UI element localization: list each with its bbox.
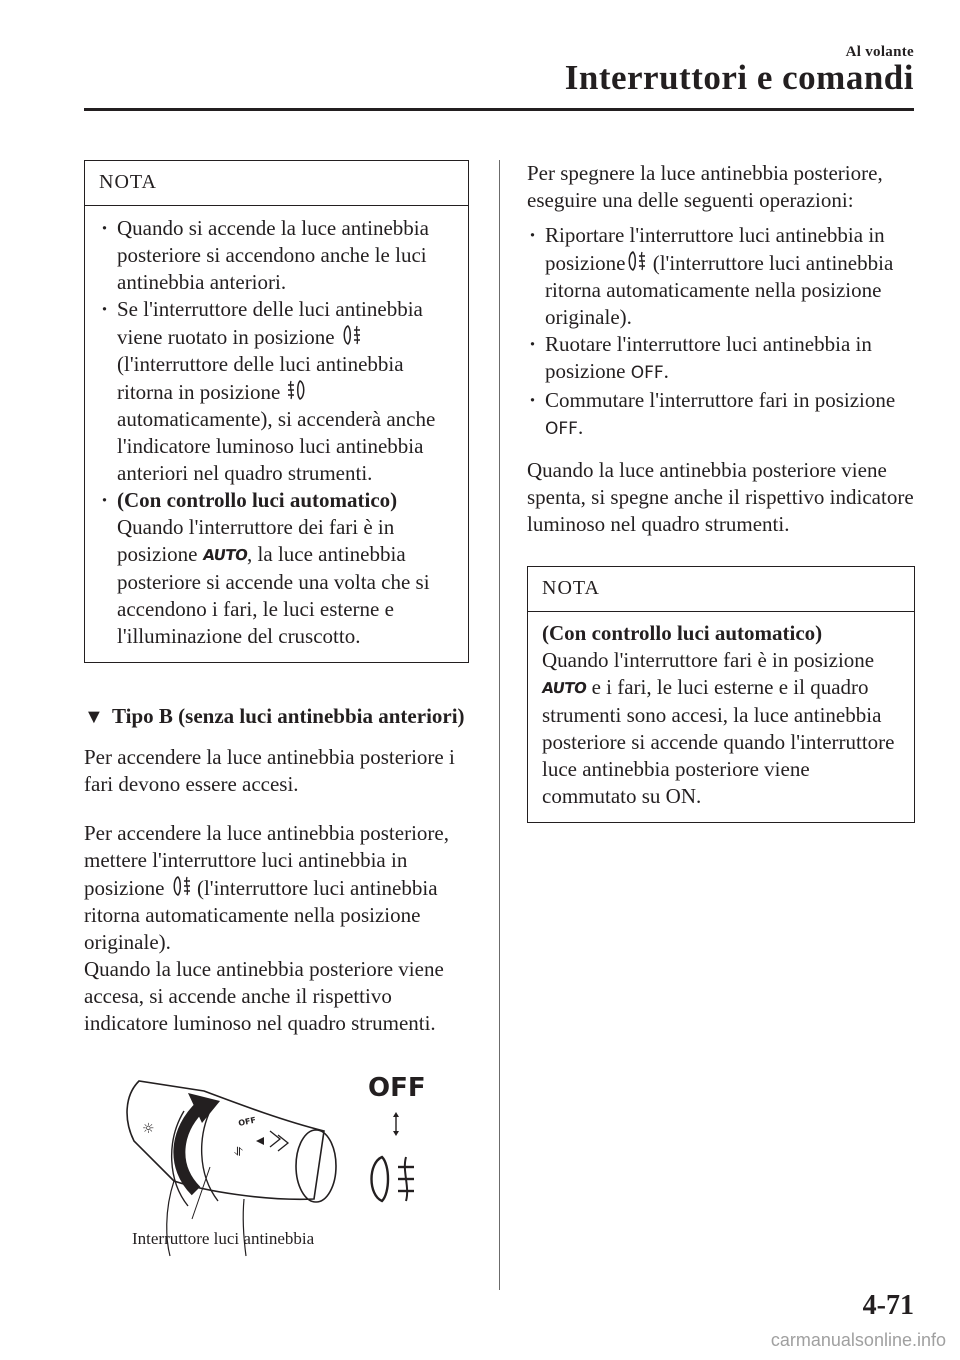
paragraph-text: Per accendere la luce antinebbia posteriore, mettere l'interruttore luci antinebbia in posizione bbox=[84, 821, 449, 900]
nota-text: (l'interruttore delle luci antinebbia ritorna in posizione bbox=[117, 352, 404, 404]
nota-bold-text: (Con controllo luci automatico) bbox=[542, 621, 823, 645]
paragraph: Quando la luce antinebbia posteriore viene accesa, si accende anche il rispettivo indicatore luminoso nel quadro strumenti. bbox=[84, 957, 444, 1035]
svg-text:☼: ☼ bbox=[142, 1121, 155, 1137]
rear-fog-icon bbox=[170, 874, 192, 898]
nota-text: Se l'interruttore delle luci antinebbia viene ruotato in posizione bbox=[117, 297, 423, 349]
nota-text-part: Quando l'interruttore fari è in posizione bbox=[542, 648, 875, 672]
page-title: Interruttori e comandi bbox=[564, 58, 914, 97]
paragraph: Per accendere la luce antinebbia posteriore i fari devono essere accesi. bbox=[84, 745, 455, 796]
header-rule bbox=[84, 108, 914, 111]
nota-item bbox=[99, 487, 456, 650]
nota-list bbox=[99, 215, 456, 650]
nota-item bbox=[99, 215, 456, 296]
figure-caption: Interruttore luci antinebbia bbox=[132, 1229, 315, 1248]
section-heading-text: Tipo B (senza luci antinebbia anteriori) bbox=[112, 704, 465, 728]
left-column bbox=[84, 160, 469, 1261]
off-symbol: OFF bbox=[545, 419, 578, 439]
list-text: Riportare l'interruttore luci antinebbia in posizione bbox=[545, 223, 885, 275]
list-item: · Ruotare l'interruttore luci antinebbia in posizione OFF. bbox=[527, 331, 915, 387]
right-column bbox=[527, 160, 915, 823]
nota-item bbox=[99, 296, 456, 487]
nota-body bbox=[85, 206, 468, 662]
paragraph: Per spegnere la luce antinebbia posteriore, eseguire una delle seguenti operazioni: bbox=[527, 161, 883, 212]
nota-text-part: e i fari, le luci esterne e il quadro strumenti sono accesi, la luce antinebbia posteriore si accende quando l'interruttore luce antinebbia posteriore viene commutato su ON. bbox=[542, 675, 895, 808]
watermark: carmanualsonline.info bbox=[770, 1330, 946, 1350]
nota-text: , la luce antinebbia posteriore si accende una volta che si accendono i fari, le luci esterne e l'illuminazione del cruscotto. bbox=[117, 542, 430, 648]
rear-fog-icon bbox=[340, 323, 362, 347]
page-number: 4-71 bbox=[862, 1290, 914, 1321]
auto-symbol: AUTO bbox=[540, 679, 588, 697]
paragraph bbox=[84, 820, 469, 956]
front-fog-icon bbox=[286, 378, 308, 402]
paragraph-text: (l'interruttore luci antinebbia ritorna automaticamente nella posizione originale). bbox=[84, 876, 438, 954]
nota-text: automaticamente), si accenderà anche l'indicatore luminoso luci antinebbia anteriori nel quadro strumenti. bbox=[117, 407, 436, 485]
nota-heading: NOTA bbox=[85, 161, 468, 206]
nota-box bbox=[84, 160, 469, 663]
nota-bold-text: (Con controllo luci automatico) bbox=[117, 488, 398, 512]
nota-heading: NOTA bbox=[528, 567, 914, 612]
nota-text: Quando l'interruttore dei fari è in posizione bbox=[117, 515, 395, 566]
switch-figure bbox=[84, 1071, 469, 1261]
list-item bbox=[527, 222, 915, 331]
nota-text: Quando si accende la luce antinebbia posteriore si accendono anche le luci antinebbia anteriori. bbox=[117, 216, 429, 294]
column-divider bbox=[499, 160, 500, 1290]
rear-fog-icon bbox=[625, 249, 647, 273]
list-text: (l'interruttore luci antinebbia ritorna automaticamente nella posizione originale). bbox=[545, 251, 894, 329]
list-item: · Commutare l'interruttore fari in posizione OFF. bbox=[527, 387, 915, 443]
section-heading bbox=[84, 703, 469, 730]
list-text: Commutare l'interruttore fari in posizione bbox=[545, 388, 896, 412]
nota-body bbox=[528, 612, 914, 822]
triangle-marker-icon: ▼ bbox=[84, 706, 104, 728]
auto-symbol: AUTO bbox=[201, 546, 249, 564]
nota-box bbox=[527, 566, 915, 823]
svg-text:⥯: ⥯ bbox=[234, 1145, 243, 1159]
off-symbol: OFF bbox=[630, 363, 664, 383]
operations-list bbox=[527, 222, 915, 443]
paragraph: Quando la luce antinebbia posteriore viene spenta, si spegne anche il rispettivo indicatore luminoso nel quadro strumenti. bbox=[527, 458, 914, 536]
list-text: Ruotare l'interruttore luci antinebbia in posizione bbox=[545, 332, 872, 383]
off-label: OFF bbox=[368, 1073, 426, 1103]
nota-text bbox=[542, 647, 902, 810]
chapter-label: Al volante bbox=[845, 44, 914, 60]
svg-text:OFF: OFF bbox=[237, 1115, 257, 1128]
